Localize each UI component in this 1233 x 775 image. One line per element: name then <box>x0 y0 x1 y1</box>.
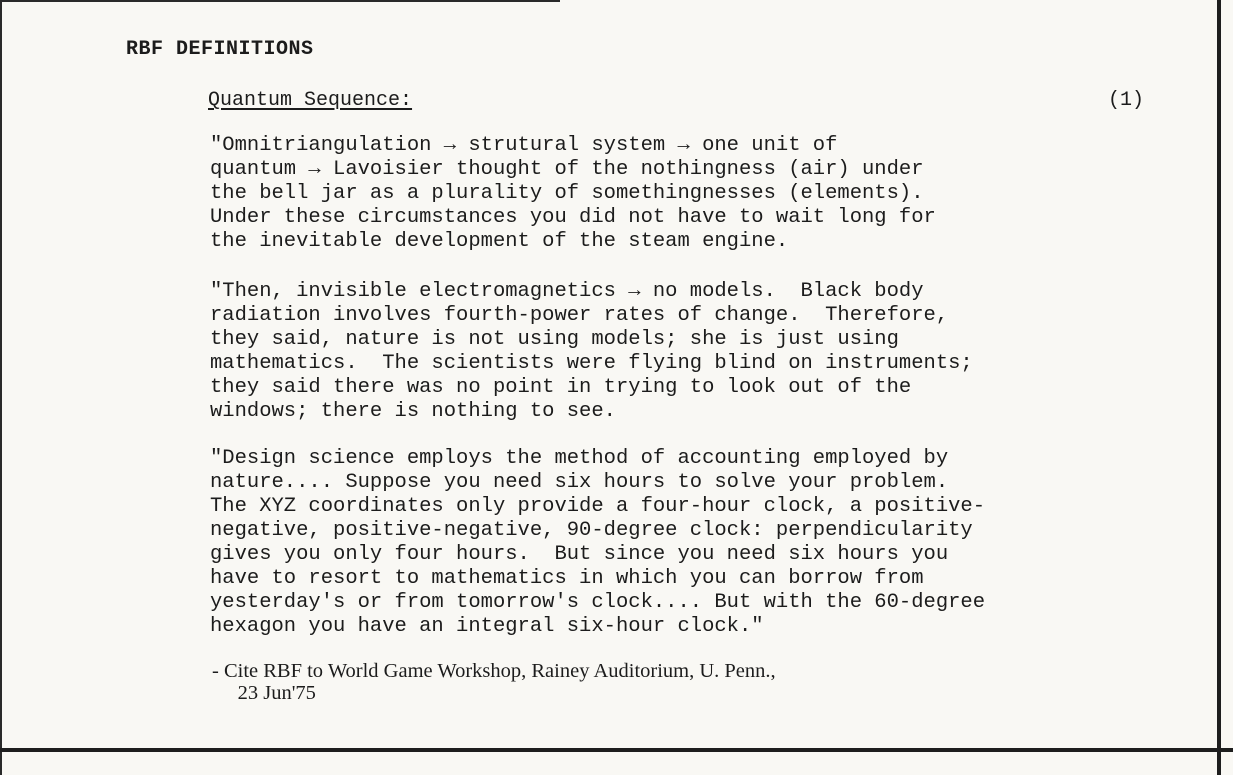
bottom-border-rule <box>0 748 1233 752</box>
quote-paragraph-2: "Then, invisible electromagnetics → no models. Black body radiation involves fourth-power rates of change. Therefore, they said, nature is not using models; she is just using mathematics. The scientists were flying blind on instruments; they said there was no point in trying to look out of the windows; there is nothing to see. <box>210 280 973 423</box>
left-border-rule <box>0 0 2 775</box>
section-number: (1) <box>1108 89 1145 112</box>
section-title: Quantum Sequence: <box>208 89 413 112</box>
citation: - Cite RBF to World Game Workshop, Rainey Auditorium, U. Penn., 23 Jun'75 <box>212 660 776 704</box>
quote-paragraph-1: "Omnitriangulation → strutural system → one unit of quantum → Lavoisier thought of the nothingness (air) under the bell jar as a plurality of somethingnesses (elements). Under these circumstances you did not have to wait long for the inevitable development of the steam engine. <box>210 134 936 253</box>
quote-paragraph-3: "Design science employs the method of accounting employed by nature.... Suppose you need six hours to solve your problem. The XYZ coordinates only provide a four-hour clock, a positive- negative, positive-negative, 90-degree clock: perpendicularity gives you only four hours. But since you need six hours you have to resort to mathematics in which you can borrow from yesterday's or from tomorrow's clock.... But with the 60-degree hexagon you have an integral six-hour clock." <box>210 447 986 638</box>
right-border-rule <box>1217 0 1221 775</box>
top-border-rule <box>0 0 560 2</box>
page-title: RBF DEFINITIONS <box>126 38 314 61</box>
